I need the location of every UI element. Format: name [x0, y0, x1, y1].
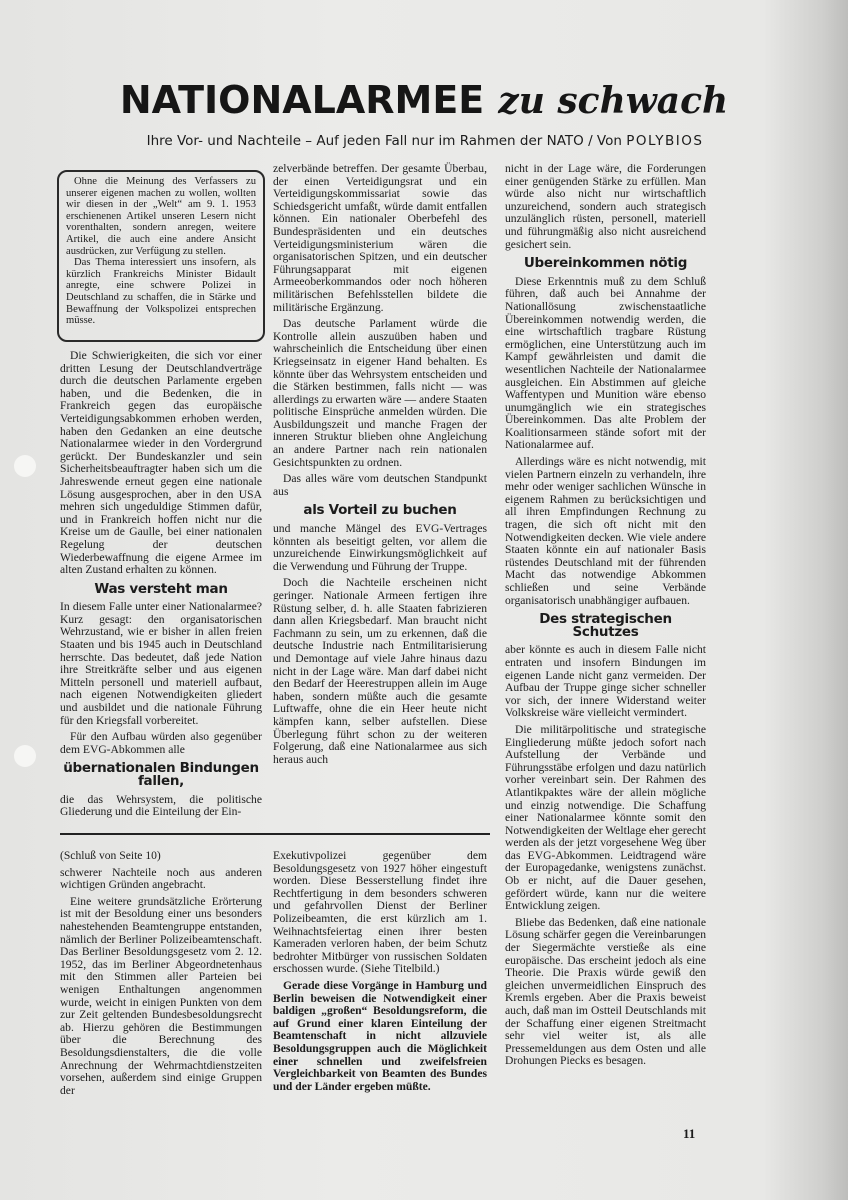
title-main: NATIONALARMEE	[119, 78, 485, 122]
paragraph: Doch die Nachteile erscheinen nicht geringer. Nationale Armeen fertigen ihre Rüstung selber, d. h. alle Staaten fabrizieren dann allen Kriegsbedarf. Man braucht nicht Fachmann zu sein, um zu erkennen, daß die deutsche Industrie nach Entmilitarisierung und Demontage auf viele Jahre hinaus dazu nicht in der Lage wäre. Man darf dabei nicht den Bedarf der Heerestruppen allein im Auge haben, sondern müßte auch die gesamte Luftwaffe, ohne die ein Heer heute nicht kämpfen kann, selber aufstellen. Diese Überlegung führt schon zu der weiteren Folgerung, daß eine Nationalarmee aus sich heraus auch	[273, 576, 487, 766]
punch-hole	[14, 455, 36, 477]
paragraph: nicht in der Lage wäre, die Forderungen einer genügenden Stärke zu erfüllen. Man würde also nicht nur wirtschaftlich unzureichend, sondern auch strategisch unzulänglich rüsten, personell, materiell und führungmäßig also nicht ausreichend gesichert sein.	[505, 162, 706, 251]
page-number: 11	[683, 1126, 696, 1141]
paragraph: Die militärpolitische und strategische Eingliederung müßte jedoch sofort nach Aufstellung der Verbände und Führungsstäbe erfolgen und dazu natürlich vorher vereinbart sein. Der Rahmen des Atlantikpaktes wäre der allein mögliche und einzig notwendige. Die Schaffung einer Nationalarmee könnte somit den Notwendigkeiten der Weltlage eher gerecht werden als der jetzt vorgesehene Weg über das EVG-Abkommen. Leidtragend wäre der Europagedanke, wenigstens zunächst. Ob er nicht, auf die Dauer gesehen, gefördert würde, kann nur die weitere Entwicklung zeigen.	[505, 722, 707, 913]
subheading: übernationalen Bindungen fallen,	[63, 760, 259, 789]
paragraph: Das alles wäre vom deutschen Standpunkt aus	[273, 472, 487, 498]
paragraph: Eine weitere grundsätzliche Erörterung ist mit der Besoldung einer uns besonders nahestehenden Beamtengruppe entstanden, nämlich der Berliner Polizeibeamtenschaft. Das Berliner Besoldungsgesetz vom 2. 12. 1952, das im Berliner Abgeordnetenhaus mit den Stimmen aller Parteien bei wenigen Enthaltungen angenommen wurde, weicht in einigen Punkten von dem zur Zeit geltenden Bundesbesoldungsrecht ab. Hierzu gehören die Bestimmungen über die Berechnung des Besoldungsdienstalters, die die volle Anrechnung der Wehrmachtdienstzeiten vorsehen, außerdem sind einige Gruppen der	[60, 894, 262, 1097]
paragraph: Bliebe das Bedenken, daß eine nationale Lösung schärfer gegen die Vereinbarungen der Siegermächte verstieße als eine europäische. Das erscheint jedoch als eine Theorie. Die Praxis würde gewiß den gleichen unvermeidlichen Einspruch des Kremls ergeben. Aber die Praxis beweist auch, daß man im Ostteil Deutschlands mit der Schaffung einer eigenen Streitmacht sehr viel weiter ist, als alle Pressemeldungen aus dem Osten und alle Drohungen Piecks es besagen.	[505, 915, 706, 1068]
subtitle-text: Ihre Vor- und Nachteile – Auf jeden Fall nur im Rahmen der NATO / Von	[146, 133, 622, 149]
continuation-label: (Schluß von Seite 10)	[60, 849, 161, 862]
paragraph: zelverbände betreffen. Der gesamte Überbau, der einen Verteidigungsrat und ein Verteidigungskommissariat sowie das Schiedsgericht umfaßt, würde damit entfallen können. Ein nationaler Oberbefehl des Bundespräsidenten und ein deutsches Verteidigungsministerium wären die organisatorischen Spitzen, und ein deutscher Führungsapparat mit eigenen Armeeoberkommandos oder noch höheren militärischen Befehlsstellen bildete die militärische Ergänzung.	[273, 162, 487, 314]
section-divider	[60, 833, 490, 835]
subheading: Was versteht man	[94, 580, 228, 597]
editor-note-paragraph: Ohne die Meinung des Verfassers zu unserer eigenen machen zu wollen, wollten wir diesen in der „Welt“ am 9. 1. 1953 erschienenen Artikel unseren Lesern nicht vorenthalten, sondern anregen, weitere Artikel, die auch eine andere Ansicht ausdrücken, zur Verfügung zu stellen.	[66, 176, 256, 257]
column-2	[273, 163, 487, 770]
paragraph: Das deutsche Parlament würde die Kontrolle allein auszuüben haben und wahrscheinlich die Entscheidung über einen Kriegseinsatz in eigener Hand behalten. Es könnte über das Wehrsystem entscheiden und die Stärken bestimmen, falls nicht — was allerdings zu erwarten wäre — andere Staaten politische Einsprüche anmelden würden. Die Ausbildungszeit und manche Fragen der inneren Struktur blieben ohne Angleichung an andere Partner nach rein nationalen Gesichtspunkten zu ordnen.	[273, 317, 487, 469]
paragraph: Allerdings wäre es nicht notwendig, mit vielen Partnern einzeln zu verhandeln, ihre mehr oder weniger sachlichen Wünsche in eigenem Rahmen zu berücksichtigen und all ihren Empfindungen Rechnung zu tragen, die sich oft nicht mit den Notwendigkeiten decken. Wie viele andere Staaten könnte ein auf nationaler Basis rüstendes Deutschland mit der führenden Macht das notwendige Abkommen schließen und seine Verbände organisatorisch unabhängiger aufbauen.	[505, 455, 706, 607]
editor-note-paragraph: Das Thema interessiert uns insofern, als kürzlich Frankreichs Minister Bidault anregte, eine schwere Polizei in Deutschland zu schaffen, die in Stärke und Bewaffnung der Volkspolizei entsprechen müsse.	[66, 257, 256, 327]
continuation-column-2	[273, 850, 487, 1097]
paragraph: In diesem Falle unter einer Nationalarmee? Kurz gesagt: den organisatorischen Wehrzustand, wie er bisher in allen freien Staaten und bis 1945 auch in Deutschland herrschte. Das bedeutet, daß jede Nation ihre Streitkräfte selber und aus eigenen Mitteln personell und materiell aufbaut, nach eigenen Notwendigkeiten gliedert und ausbildet und die nationale Führung für den Kriegsfall vorbereitet.	[60, 600, 262, 727]
column-3	[505, 163, 706, 1072]
editor-note-box	[57, 170, 265, 342]
paragraph: und manche Mängel des EVG-Vertrages könnten als beseitigt gelten, vor allem die unzureichende Einwirkungsmöglichkeit auf die Verwendung und Führung der Truppe.	[273, 522, 487, 573]
paragraph: Exekutivpolizei gegenüber dem Besoldungsgesetz von 1927 höher eingestuft worden. Diese Besserstellung findet ihre Rechtfertigung in dem besonders schweren und gefahrvollen Dienst der Berliner Polizeibeamten, die erst kürzlich am 1. Weihnachtsfeiertag einen ihrer besten Kameraden verloren haben, der beim Schutz bedrohter Mitbürger von russischen Soldaten erschossen wurde. (Siehe Titelbild.)	[273, 849, 487, 976]
paragraph: Die Schwierigkeiten, die sich vor einer dritten Lesung der Deutschlandverträge durch die deutschen Parlamente ergeben haben, und die Bedenken, die in Frankreich gegen das europäische Verteidigungsabkommen erhoben werden, haben den Gedanken an eine deutsche Nationalarmee wieder in den Vordergrund gerückt. Der Bundeskanzler und sein Sicherheitsbeauftragter haben sich um die Jahreswende erneut gegen eine nationale Lösung ausgesprochen, aber in den USA mehren sich ungeduldige Stimmen dafür, und in Frankreich hoffen nicht nur die Kreise um de Gaulle, bei einer nationalen Regelung der deutschen Wiederbewaffnung die eigene Armee im alten Zustand erhalten zu können.	[60, 349, 262, 577]
author: POLYBIOS	[626, 133, 704, 149]
subheading: Des strategischen Schutzes	[539, 611, 672, 640]
article-title	[0, 78, 848, 122]
bold-paragraph: Gerade diese Vorgänge in Hamburg und Berlin beweisen die Notwendigkeit einer baldigen „großen“ Besoldungsreform, die auf Grund einer klaren Einteilung der Beamtenschaft in nicht allzuviele Besoldungsgruppen auch die Möglichkeit einer schnellen und zweifelsfreien Vergleichbarkeit von Beamten des Bundes und der Länder ergeben müßte.	[273, 978, 487, 1093]
continuation-column-1	[60, 850, 262, 1101]
paragraph: Für den Aufbau würden also gegenüber dem EVG-Abkommen alle	[60, 730, 262, 756]
paragraph: schwerer Nachteile noch aus anderen wichtigen Gründen angebracht.	[60, 865, 262, 892]
paragraph: Diese Erkenntnis muß zu dem Schluß führen, daß auch bei Annahme der Nationallösung zwischenstaatliche Übereinkommen notwendig werden, die eine wirtschaftlich tragbare Rüstung ermöglichen, eine Unterstützung auch im Kampf gewährleisten und damit die wesentlichen Nachteile der Nationalarmee ausgleichen. Ein Abstimmen auf gleiche Waffentypen und Munition wäre ebenso unumgänglich wie ein strategisches Übereinkommen. Das alte Problem der Koalitionsarmeen stände sofort mit der Nationalarmee auf.	[505, 274, 706, 452]
paragraph: die das Wehrsystem, die politische Gliederung und die Einteilung der Ein-	[60, 792, 262, 819]
punch-hole	[14, 745, 36, 767]
subheading: als Vorteil zu buchen	[303, 502, 457, 519]
subheading: Ubereinkommen nötig	[523, 255, 688, 272]
title-script: zu schwach	[498, 80, 729, 122]
paragraph: aber könnte es auch in diesem Falle nicht entraten und insofern Bindungen im eigenen Lande nicht ganz vermeiden. Der Aufbau der Truppe ginge sicher schneller vor sich, der innere Widerstand weiter Volkskreise wäre vielleicht vermindert.	[505, 643, 706, 720]
article-subtitle	[140, 133, 710, 149]
column-1	[60, 350, 262, 823]
